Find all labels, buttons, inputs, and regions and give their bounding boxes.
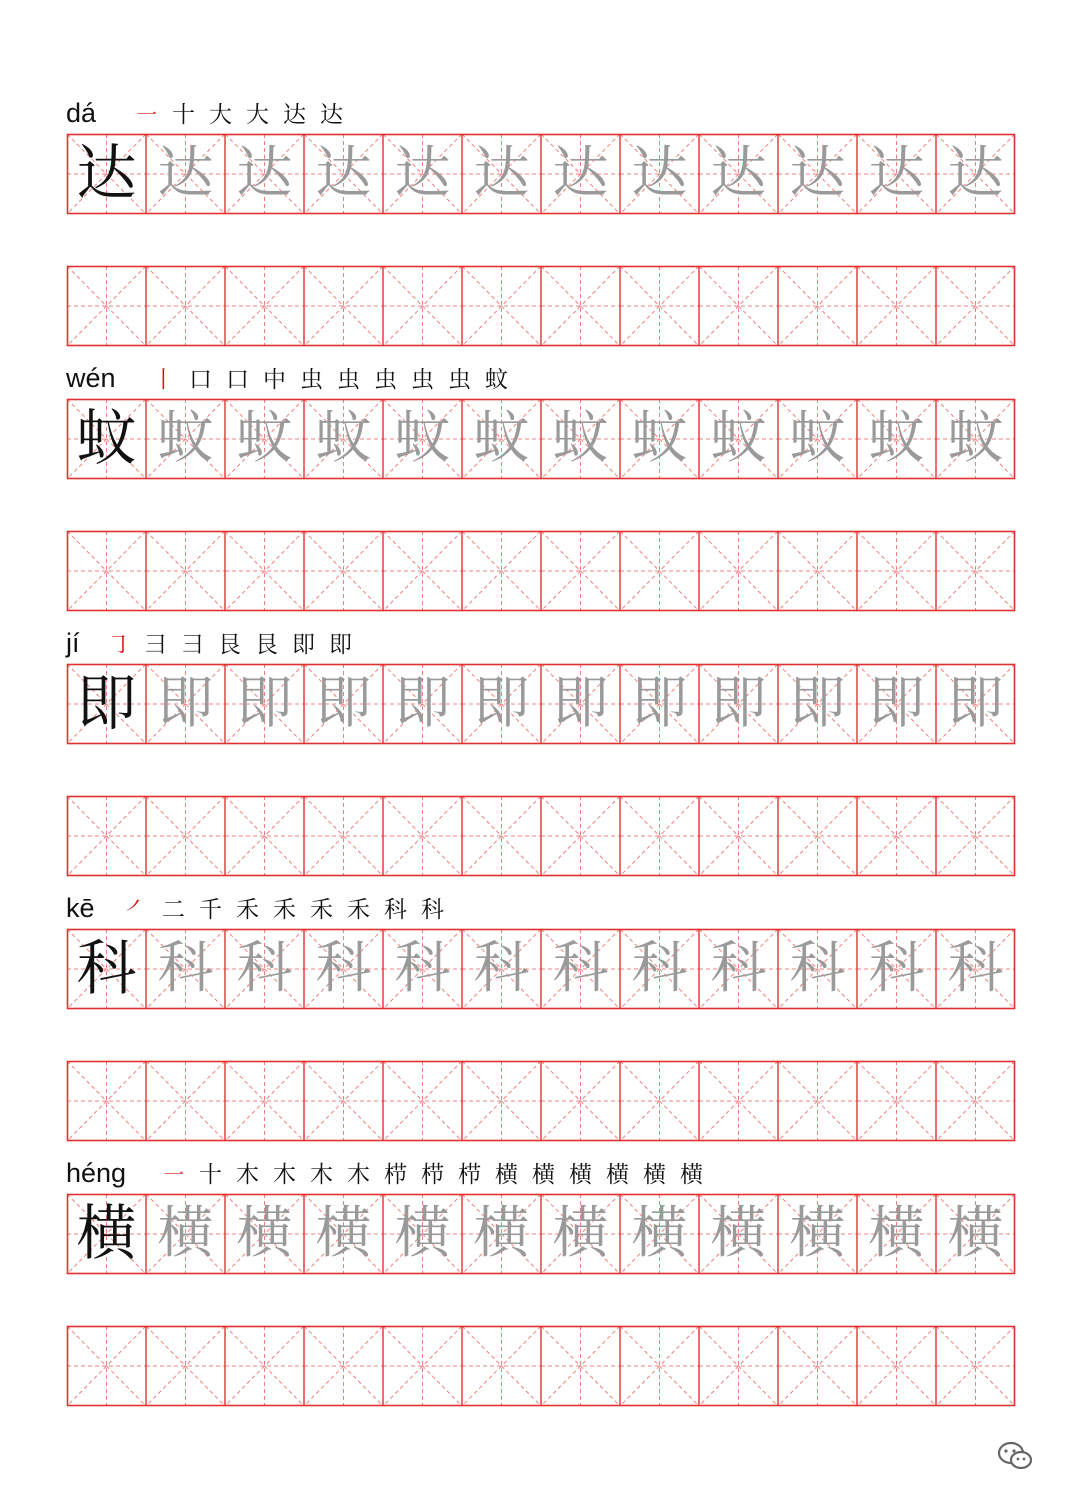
stroke-step: 二 xyxy=(162,897,185,923)
trace-character[interactable]: 蚊 xyxy=(394,406,451,471)
tianzige-grid xyxy=(67,266,1015,346)
trace-character[interactable]: 即 xyxy=(868,671,925,736)
trace-character[interactable]: 横 xyxy=(473,1201,530,1266)
trace-character[interactable]: 即 xyxy=(315,671,372,736)
stroke-step: 横 xyxy=(606,1162,629,1188)
stroke-step: 虫 xyxy=(411,367,434,393)
stroke-order-sequence xyxy=(128,97,350,133)
stroke-step: 栉 xyxy=(421,1162,444,1188)
stroke-step: 栉 xyxy=(384,1162,407,1188)
blank-practice-row[interactable] xyxy=(67,531,1015,611)
trace-character[interactable]: 蚊 xyxy=(552,406,609,471)
trace-character[interactable]: 即 xyxy=(789,671,846,736)
trace-character[interactable]: 科 xyxy=(394,936,451,1001)
tianzige-grid xyxy=(67,1326,1015,1406)
tracing-grid-row xyxy=(67,134,1015,214)
trace-character[interactable]: 即 xyxy=(394,671,451,736)
stroke-step: ㇐ xyxy=(135,102,158,128)
stroke-step: 横 xyxy=(680,1162,703,1188)
trace-character[interactable]: 科 xyxy=(710,936,767,1001)
character-section xyxy=(0,1153,1080,1418)
trace-character[interactable]: 达 xyxy=(473,141,530,206)
stroke-step: 艮 xyxy=(255,632,278,658)
stroke-step: 禾 xyxy=(347,897,370,923)
trace-character[interactable]: 横 xyxy=(394,1201,451,1266)
wechat-icon xyxy=(996,1440,1034,1472)
trace-character[interactable]: 即 xyxy=(947,671,1004,736)
stroke-step: 中 xyxy=(263,367,286,393)
trace-character[interactable]: 横 xyxy=(789,1201,846,1266)
blank-practice-row[interactable] xyxy=(67,796,1015,876)
stroke-step: 禾 xyxy=(236,897,259,923)
trace-character[interactable]: 科 xyxy=(157,936,214,1001)
trace-character[interactable]: 达 xyxy=(157,141,214,206)
trace-character[interactable]: 蚊 xyxy=(789,406,846,471)
tracing-grid-row xyxy=(67,1194,1015,1274)
stroke-step: 十 xyxy=(199,1162,222,1188)
stroke-step: 横 xyxy=(495,1162,518,1188)
trace-character[interactable]: 达 xyxy=(710,141,767,206)
pinyin-label: dá xyxy=(66,98,97,128)
stroke-step: 丨 xyxy=(152,367,175,393)
trace-character[interactable]: 科 xyxy=(552,936,609,1001)
trace-character[interactable]: 达 xyxy=(631,141,688,206)
pinyin-label: jí xyxy=(66,628,80,658)
trace-character[interactable]: 蚊 xyxy=(868,406,925,471)
tracing-grid-row xyxy=(67,399,1015,479)
stroke-step: 大 xyxy=(209,102,232,128)
model-character: 蚊 xyxy=(76,404,137,474)
blank-practice-row[interactable] xyxy=(67,1326,1015,1406)
trace-character[interactable]: 蚊 xyxy=(236,406,293,471)
model-character: 达 xyxy=(76,139,137,209)
trace-character[interactable]: 科 xyxy=(868,936,925,1001)
stroke-step: 口 xyxy=(226,367,249,393)
trace-character[interactable]: 达 xyxy=(947,141,1004,206)
trace-character[interactable]: 蚊 xyxy=(157,406,214,471)
model-character: 即 xyxy=(76,669,137,739)
stroke-step: ㇆ xyxy=(107,632,130,658)
trace-character[interactable]: 蚊 xyxy=(631,406,688,471)
blank-practice-row[interactable] xyxy=(67,1061,1015,1141)
tianzige-grid xyxy=(67,1061,1015,1141)
stroke-order-sequence xyxy=(118,892,451,928)
character-section xyxy=(0,888,1080,1153)
trace-character[interactable]: 蚊 xyxy=(473,406,530,471)
tracing-grid-row xyxy=(67,664,1015,744)
stroke-step: 虫 xyxy=(300,367,323,393)
stroke-order-sequence xyxy=(100,627,359,663)
stroke-step: 口 xyxy=(189,367,212,393)
trace-character[interactable]: 横 xyxy=(710,1201,767,1266)
trace-character[interactable]: 横 xyxy=(236,1201,293,1266)
stroke-step: 蚊 xyxy=(485,367,508,393)
tracing-grid-row xyxy=(67,929,1015,1009)
stroke-step: 千 xyxy=(199,897,222,923)
trace-character[interactable]: 即 xyxy=(473,671,530,736)
blank-practice-row[interactable] xyxy=(67,266,1015,346)
trace-character[interactable]: 达 xyxy=(552,141,609,206)
stroke-step: 科 xyxy=(384,897,407,923)
stroke-step: 木 xyxy=(310,1162,333,1188)
stroke-step: 达 xyxy=(320,102,343,128)
stroke-step: 达 xyxy=(283,102,306,128)
trace-character[interactable]: 达 xyxy=(868,141,925,206)
trace-character[interactable]: 即 xyxy=(157,671,214,736)
trace-character[interactable]: 达 xyxy=(315,141,372,206)
trace-character[interactable]: 横 xyxy=(157,1201,214,1266)
trace-character[interactable]: 达 xyxy=(789,141,846,206)
trace-character[interactable]: 科 xyxy=(947,936,1004,1001)
pinyin-label: héng xyxy=(66,1158,127,1188)
stroke-step: 禾 xyxy=(273,897,296,923)
stroke-step: ㇐ xyxy=(162,1162,185,1188)
trace-character[interactable]: 横 xyxy=(947,1201,1004,1266)
stroke-order-sequence xyxy=(155,1157,710,1193)
trace-character[interactable]: 即 xyxy=(236,671,293,736)
character-section xyxy=(0,623,1080,888)
trace-character[interactable]: 科 xyxy=(631,936,688,1001)
stroke-step: 彐 xyxy=(144,632,167,658)
stroke-step: 虫 xyxy=(337,367,360,393)
stroke-step: 即 xyxy=(329,632,352,658)
trace-character[interactable]: 蚊 xyxy=(947,406,1004,471)
watermark xyxy=(996,1440,1044,1472)
trace-character[interactable]: 科 xyxy=(789,936,846,1001)
tianzige-grid xyxy=(67,531,1015,611)
trace-character[interactable]: 科 xyxy=(315,936,372,1001)
trace-character[interactable]: 即 xyxy=(552,671,609,736)
stroke-step: 横 xyxy=(532,1162,555,1188)
trace-character[interactable]: 蚊 xyxy=(315,406,372,471)
tianzige-grid xyxy=(67,796,1015,876)
stroke-step: 大 xyxy=(246,102,269,128)
stroke-step: 木 xyxy=(273,1162,296,1188)
character-section xyxy=(0,93,1080,358)
trace-character[interactable]: 横 xyxy=(552,1201,609,1266)
trace-character[interactable]: 即 xyxy=(710,671,767,736)
trace-character[interactable]: 科 xyxy=(473,936,530,1001)
stroke-step: ㇒ xyxy=(125,897,148,923)
stroke-step: 虫 xyxy=(448,367,471,393)
trace-character[interactable]: 即 xyxy=(631,671,688,736)
trace-character[interactable]: 达 xyxy=(394,141,451,206)
trace-character[interactable]: 横 xyxy=(315,1201,372,1266)
stroke-step: 科 xyxy=(421,897,444,923)
stroke-step: 十 xyxy=(172,102,195,128)
stroke-step: 即 xyxy=(292,632,315,658)
trace-character[interactable]: 蚊 xyxy=(710,406,767,471)
stroke-step: 木 xyxy=(347,1162,370,1188)
pinyin-label: kē xyxy=(66,893,95,923)
stroke-step: 横 xyxy=(569,1162,592,1188)
trace-character[interactable]: 达 xyxy=(236,141,293,206)
stroke-order-sequence xyxy=(145,362,515,398)
stroke-step: 禾 xyxy=(310,897,333,923)
trace-character[interactable]: 横 xyxy=(868,1201,925,1266)
character-section xyxy=(0,358,1080,623)
model-character: 横 xyxy=(76,1199,137,1269)
trace-character[interactable]: 科 xyxy=(236,936,293,1001)
trace-character[interactable]: 横 xyxy=(631,1201,688,1266)
stroke-step: 虫 xyxy=(374,367,397,393)
pinyin-label: wén xyxy=(66,363,116,393)
stroke-step: 木 xyxy=(236,1162,259,1188)
stroke-step: 横 xyxy=(643,1162,666,1188)
stroke-step: 栉 xyxy=(458,1162,481,1188)
stroke-step: 彐 xyxy=(181,632,204,658)
stroke-step: 艮 xyxy=(218,632,241,658)
model-character: 科 xyxy=(76,934,137,1004)
